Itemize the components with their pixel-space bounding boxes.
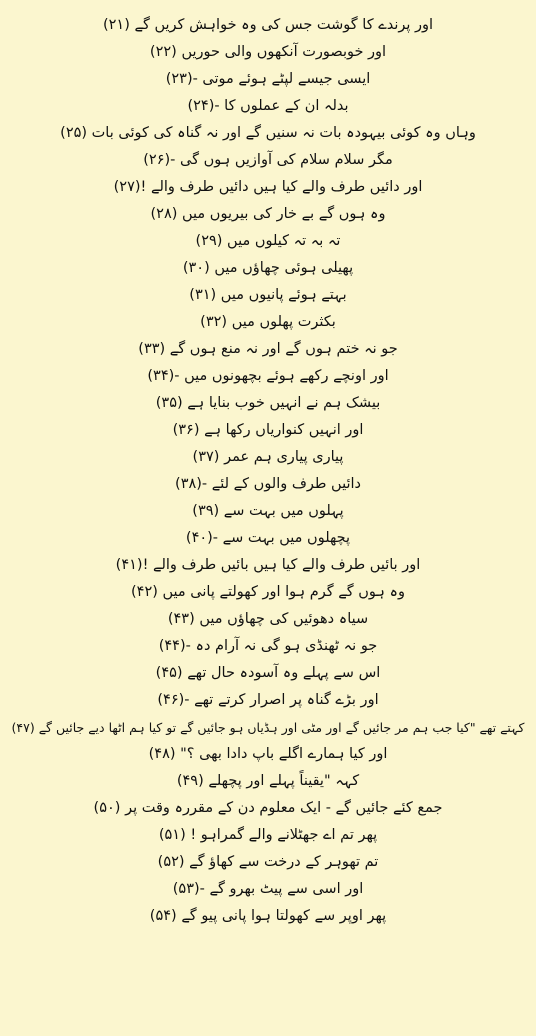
verse-line-43: سیاہ دھوئیں کی چھاؤں میں (۴۳) — [167, 611, 369, 627]
verse-line-34: اور اونچے رکھے ہوئے بچھونوں میں -(۳۴) — [147, 368, 389, 384]
verse-line-37: پیاری پیاری ہم عمر (۳۷) — [192, 449, 344, 465]
verse-line-21: اور پرندے کا گوشت جس کی وہ خواہش کریں گے (۲۱) — [102, 17, 434, 33]
verse-line-32: بکثرت پھلوں میں (۳۲) — [200, 314, 336, 330]
verse-line-46: اور بڑے گناہ پر اصرار کرتے تھے -(۴۶) — [157, 692, 379, 708]
verse-line-54: پھر اوپر سے کھولتا ہوا پانی پیو گے (۵۴) — [149, 908, 387, 924]
verse-line-36: اور انہیں کنواریاں رکھا ہے (۳۶) — [172, 422, 364, 438]
verse-line-30: پھیلی ہوئی چھاؤں میں (۳۰) — [182, 260, 354, 276]
verse-line-40: پچھلوں میں بہت سے -(۴۰) — [185, 530, 351, 546]
verse-line-26: مگر سلام سلام کی آوازیں ہوں گی -(۲۶) — [143, 152, 393, 168]
verse-line-48: اور کیا ہمارے اگلے باپ دادا بھی ؟" (۴۸) — [148, 746, 388, 762]
verse-line-38: دائیں طرف والوں کے لئے -(۳۸) — [175, 476, 361, 492]
verse-line-31: بہتے ہوئے پانیوں میں (۳۱) — [189, 287, 347, 303]
verse-line-35: بیشک ہم نے انہیں خوب بنایا ہے (۳۵) — [155, 395, 381, 411]
verse-line-33: جو نہ ختم ہوں گے اور نہ منع ہوں گے (۳۳) — [138, 341, 398, 357]
verse-line-42: وہ ہوں گے گرم ہوا اور کھولتے پانی میں (۴۲) — [131, 584, 405, 600]
verse-line-28: وہ ہوں گے بے خار کی بیریوں میں (۲۸) — [150, 206, 386, 222]
verse-line-41: اور بائیں طرف والے کیا ہیں بائیں طرف والے !(۴۱) — [115, 557, 421, 573]
verse-line-39: پہلوں میں بہت سے (۳۹) — [192, 503, 344, 519]
verse-line-22: اور خوبصورت آنکھوں والی حوریں (۲۲) — [149, 44, 387, 60]
verse-line-24: بدلہ ان کے عملوں کا -(۲۴) — [187, 98, 349, 114]
verse-line-25: وہاں وہ کوئی بیہودہ بات نہ سنیں گے اور نہ گناہ کی کوئی بات (۲۵) — [60, 125, 476, 141]
verse-line-44: جو نہ ٹھنڈی ہو گی نہ آرام دہ -(۴۴) — [158, 638, 378, 654]
verse-line-27: اور دائیں طرف والے کیا ہیں دائیں طرف والے !(۲۷) — [113, 179, 423, 195]
verse-line-52: تم تھوہر کے درخت سے کھاؤ گے (۵۲) — [157, 854, 379, 870]
verse-line-51: پھر تم اے جھٹلانے والے گمراہو ! (۵۱) — [158, 827, 378, 843]
verse-line-50: جمع کئے جائیں گے - ایک معلوم دن کے مقررہ وقت پر (۵۰) — [93, 800, 443, 816]
verse-line-29: تہ بہ تہ کیلوں میں (۲۹) — [195, 233, 341, 249]
verse-line-49: کہہ "یقیناً پہلے اور پچھلے (۴۹) — [176, 773, 360, 789]
verse-line-23: ایسی جیسے لپٹے ہوئے موتی -(۲۳) — [165, 71, 371, 87]
verse-line-45: اس سے پہلے وہ آسودہ حال تھے (۴۵) — [155, 665, 381, 681]
verse-line-47: کہتے تھے "کیا جب ہم مر جائیں گے اور مٹی اور ہڈیاں ہو جائیں گے تو کیا ہم اٹھا دیے جائیں گے (۴۷) — [11, 720, 525, 735]
verse-line-53: اور اسی سے پیٹ بھرو گے -(۵۳) — [172, 881, 364, 897]
